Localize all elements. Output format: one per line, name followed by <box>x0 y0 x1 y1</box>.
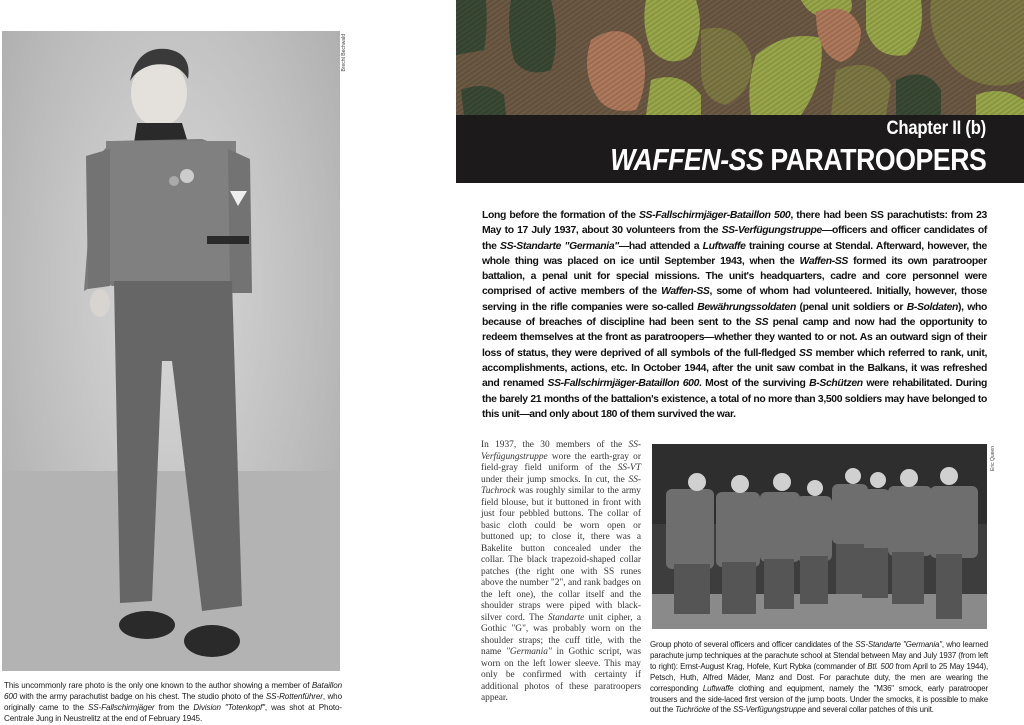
intro-text: were rehabilitated. During the barely 21 months of the battalion's existence, a total of no more than 3,500 soldiers may have belonged to this unit—and only about 180 of them survived the war. <box>482 378 987 420</box>
photo-credit: Eric Queen <box>990 446 996 472</box>
sidebar-italic: SS-Verfügungstruppe <box>481 440 641 462</box>
caption-text: and several collar patches of this unit. <box>805 705 934 715</box>
caption-italic: Division "Totenkopf" <box>193 703 265 712</box>
intro-text: , there had been SS parachutists: from 23 May to 17 July 1937, about 30 volunteers from the <box>482 210 987 237</box>
photo-credit: Brecht Bechwald <box>341 34 347 72</box>
sidebar-text: unit cipher, a Gothic "G", was probably worn on the shoulder straps; the cuff title, with the name <box>481 612 641 657</box>
group-illustration <box>652 444 987 629</box>
intro-italic: B-Schützen <box>809 378 863 390</box>
intro-text: . Most of the surviving <box>699 378 810 390</box>
caption-text: Group photo of several officers and officer candidates of the <box>650 640 856 649</box>
sidebar-italic: "Germania" <box>505 647 552 657</box>
intro-text: penal camp and now had the opportunity to redeem themselves at the front as paratroopers—whether they wanted to or not. As an outward sign of their loss of status, they were deprived of all symbols of the full-fledged <box>482 317 987 359</box>
sidebar-text: under their jump smocks. In cut, the <box>481 474 629 485</box>
intro-text: , some of whom had volunteered. Initially, however, those serving in the rifle companies were so-called <box>482 286 987 313</box>
left-photo-caption <box>4 680 342 724</box>
intro-italic: Luftwaffe <box>702 240 746 252</box>
camouflage-fabric-banner <box>456 0 1024 115</box>
group-photo <box>652 444 987 629</box>
caption-text: with the army parachutist badge on his chest. The studio photo of the <box>17 692 266 701</box>
intro-text: member which referred to rank, unit, accomplishments, actions, etc. In October 1944, after the unit saw combat in the Balkans, it was refreshed and renamed <box>482 347 987 390</box>
intro-paragraph <box>482 208 987 422</box>
chapter-title <box>610 142 986 178</box>
sidebar-text: wore the earth-gray or field-gray field uniform of the <box>481 451 641 473</box>
caption-italic: Tuchröcke <box>675 705 711 715</box>
sidebar-text: was roughly similar to the army field blouse, but it buttoned in front with just four pebbled buttons. The collar of basic cloth could be worn open or buttoned up; to close it, there was a Bakelite button concealed under the collar. The black trapezoid-shaped collar patches (the right one with SS runes above the number "2", and rank badges on the left one), the collar itself and the shoulder straps were piped with black-silver cord. The <box>481 486 641 623</box>
caption-italic: SS-Rottenführer <box>265 692 323 701</box>
sidebar-text: in Gothic script, was worn on the left lower sleeve. This may only be confirmed with certainty if additional photos of these paratroopers appear. <box>481 647 641 703</box>
caption-text: , who learned parachute jump techniques at the parachute school at Stendal between May and July 1937 (from left to right): Ernst-August Krag, Hofele, Kurt Rybka (commander of <box>650 640 988 671</box>
chapter-title-italic: WAFFEN-SS <box>609 142 763 177</box>
intro-text: ), who because of breaches of discipline had been sent to the <box>482 301 987 329</box>
caption-text: clothing and equipment, namely the "M36" smock, early paratrooper trousers and the side-laced first version of the jump boots. Under the smocks, it is possible to make out the <box>650 683 988 715</box>
portrait-photo <box>2 31 340 671</box>
intro-text: —had attended a <box>618 240 703 252</box>
caption-italic: Luftwaffe <box>702 683 734 693</box>
caption-text: , who originally came to the <box>4 692 342 712</box>
chapter-label: Chapter II (b) <box>886 118 986 139</box>
intro-text: training course at Stendal. Afterward, however, the whole thing was placed on ice until September 1943, when the <box>482 240 987 267</box>
group-photo-caption <box>650 640 988 716</box>
intro-italic: Waffen-SS <box>799 255 848 267</box>
caption-text: of the <box>710 705 733 715</box>
camouflage-pattern <box>456 0 1024 115</box>
caption-text: This uncommonly rare photo is the only one known to the author showing a member of <box>4 681 312 690</box>
caption-text: from the <box>154 703 194 712</box>
intro-italic: SS-Standarte "Germania" <box>500 240 619 252</box>
caption-italic: SS-Standarte "Germania" <box>855 640 942 649</box>
intro-text: —officers and officer candidates of the <box>482 225 987 252</box>
caption-italic: Btl. 500 <box>867 661 894 671</box>
intro-text: Long before the formation of the <box>482 210 639 221</box>
sidebar-paragraph <box>481 440 641 705</box>
caption-italic: Bataillon 600 <box>4 681 342 701</box>
caption-text: , was shot at Photo-Centrale Jung in Neustrelitz at the end of February 1945. <box>4 703 342 723</box>
sidebar-italic: SS-VT <box>617 463 641 473</box>
chapter-title-rest: PARATROOPERS <box>762 142 986 177</box>
caption-italic: SS-Verfügungstruppe <box>732 705 806 715</box>
intro-italic: SS <box>755 317 769 329</box>
sidebar-text: In 1937, the 30 members of the <box>481 440 629 450</box>
intro-italic: SS-Fallschirmjäger-Bataillon 600 <box>547 378 700 390</box>
portrait-illustration <box>2 31 340 671</box>
intro-text: (penal unit soldiers or <box>795 301 907 313</box>
intro-text: formed its own paratrooper battalion, a penal unit for special missions. The unit's headquarters, cadre and core personnel were comprised of active members of the <box>482 255 987 298</box>
intro-italic: SS-Verfügungstruppe <box>721 225 822 237</box>
caption-text: from April to 25 May 1944), Petsch, Huth, Alfred Mäder, Manz and Dost. For parachute duty, the men are wearing the corresponding <box>650 661 988 693</box>
intro-italic: Bewährungssoldaten <box>697 301 796 313</box>
intro-italic: B-Soldaten <box>906 301 959 313</box>
intro-italic: SS-Fallschirmjäger-Bataillon 500 <box>638 210 791 221</box>
caption-italic: SS-Fallschirmjäger <box>88 703 155 712</box>
intro-italic: Waffen-SS <box>661 286 710 298</box>
sidebar-italic: SS-Tuchrock <box>481 474 641 496</box>
intro-italic: SS <box>798 347 813 359</box>
sidebar-italic: Standarte <box>547 612 585 623</box>
